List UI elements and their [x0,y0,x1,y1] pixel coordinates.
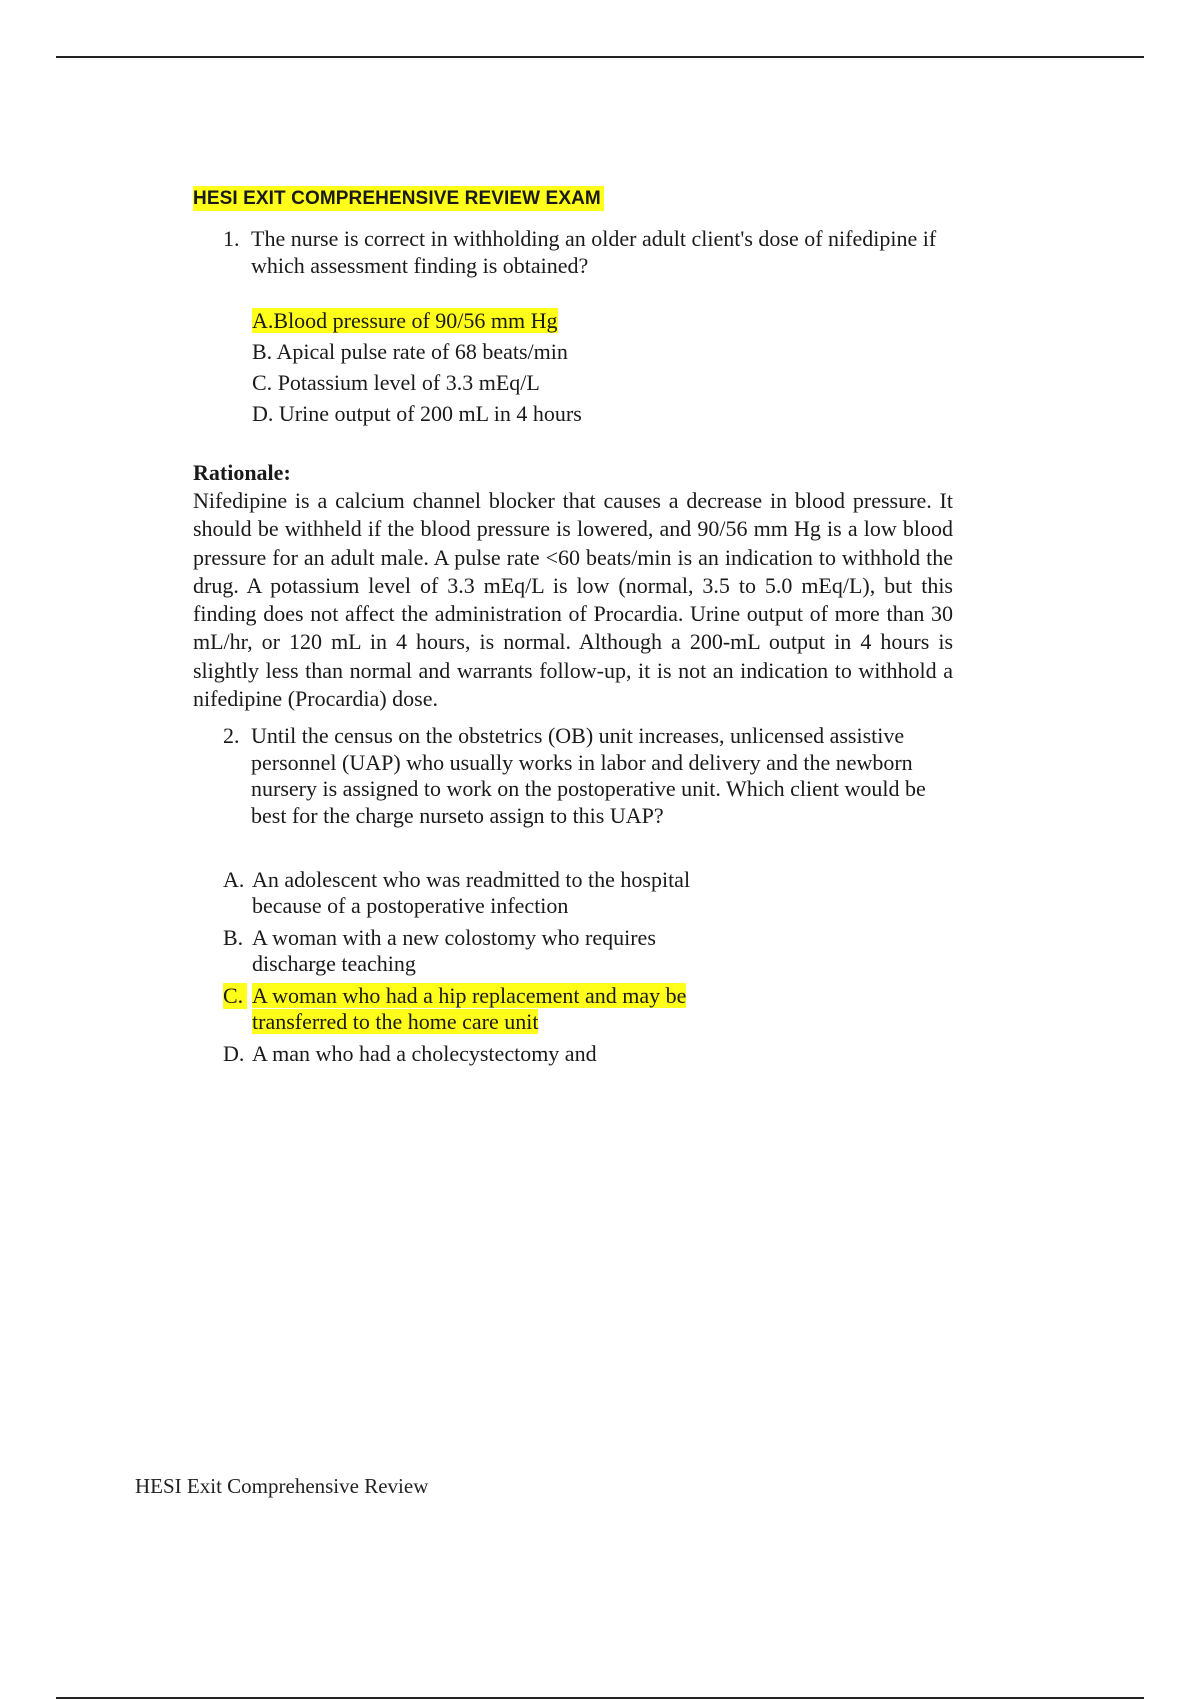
option-text: Blood pressure of 90/56 mm Hg [273,308,558,333]
option-letter: A. [223,867,245,893]
option-letter: B. [223,925,244,951]
option-text: A woman with a new colostomy who requires discharge teaching [252,925,656,977]
top-rule [56,56,1144,58]
option-text: A man who had a cholecystectomy and [252,1041,597,1067]
option-b [223,336,704,367]
exam-heading: HESI EXIT COMPREHENSIVE REVIEW EXAM [193,186,604,211]
document-body [193,186,953,1073]
option-letter: D. [252,401,274,426]
question-2-options [223,867,953,1067]
option-a [223,867,732,919]
option-letter: C. [252,370,273,395]
option-letter: B. [252,339,273,364]
option-text: Potassium level of 3.3 mEq/L [277,370,540,395]
option-text: An adolescent who was readmitted to the hospital because of a postoperative infection [252,867,691,919]
question-number: 2. [223,723,240,749]
option-c [223,367,704,398]
question-1 [223,225,953,279]
page-footer: HESI Exit Comprehensive Review [135,1474,429,1498]
question-text: Until the census on the obstetrics (OB) unit increases, unlicensed assistive personnel (UAP) who usually works in labor and delivery and the newborn nursery is assigned to work on the postoperative unit. Which client would be best for the charge nurseto assign to this UAP? [251,723,926,828]
question-number: 1. [223,226,240,251]
option-d [223,1041,732,1067]
question-1-options [223,305,953,429]
option-d [223,398,704,429]
rationale-title: Rationale: [193,460,291,485]
question-text: The nurse is correct in withholding an older adult client's dose of nifedipine if which assessment finding is obtained? [251,226,937,278]
option-b [223,925,732,977]
option-letter: A. [252,308,274,333]
option-a [223,305,704,336]
option-letter: D. [223,1041,245,1067]
option-text: Apical pulse rate of 68 beats/min [276,339,568,364]
bottom-rule [56,1697,1144,1699]
option-c [223,983,732,1035]
rationale-text: Nifedipine is a calcium channel blocker that causes a decrease in blood pressure. It should be withheld if the blood pressure is lowered, and 90/56 mm Hg is a low blood pressure for an adult male. A pulse rate <60 beats/min is an indication to withhold the drug. A potassium level of 3.3 mEq/L is low (normal, 3.5 to 5.0 mEq/L), but this finding does not affect the administration of Procardia. Urine output of more than 30 mL/hr, or 120 mL in 4 hours, is normal. Although a 200-mL output in 4 hours is slightly less than normal and warrants follow-up, it is not an indication to withhold a nifedipine (Procardia) dose. [193,488,953,712]
option-text: A woman who had a hip replacement and may be transferred to the home care unit [252,983,687,1035]
option-text: Urine output of 200 mL in 4 hours [278,401,582,426]
option-letter: C. [223,983,247,1009]
question-2 [223,723,941,829]
